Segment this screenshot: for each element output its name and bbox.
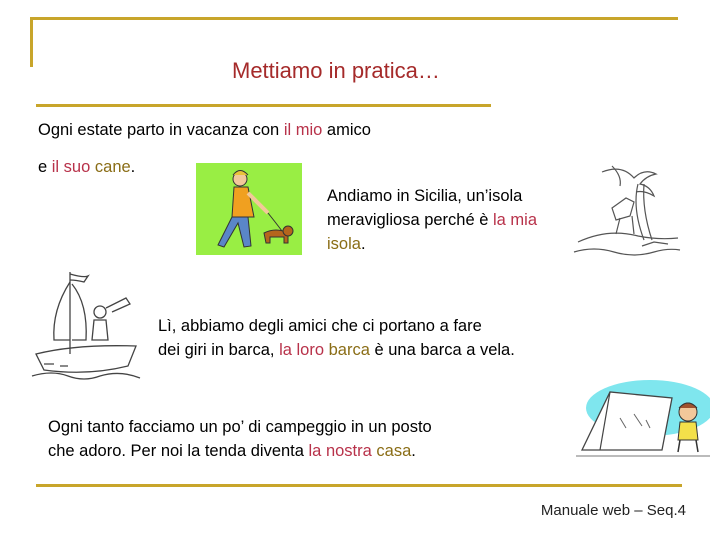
para4-line1 [48,415,432,439]
text-run: . [130,158,136,176]
palm-island-icon [572,162,682,262]
possessive-il-mio: il mio [283,121,323,139]
text-run: e [38,158,52,176]
possessive-la-nostra: la nostra [308,442,372,460]
tent-camping-illustration [576,378,710,458]
text-run: è una barca a vela. [369,341,515,359]
possessive-il-suo: il suo [51,158,91,176]
noun-casa: casa [376,442,412,460]
noun-barca: barca [328,341,370,359]
para2-line3 [327,232,366,256]
text-run: Lì, abbiamo degli amici che ci portano a fare [158,317,482,335]
noun-cane: cane [94,158,131,176]
para1-line2 [38,155,135,179]
para3-line1 [158,314,482,338]
slide-title: Mettiamo in pratica… [232,58,440,83]
sailboat-icon [30,268,142,386]
sailboat-illustration [30,268,142,386]
text-run: meravigliosa perché è [327,211,493,229]
para2-line2 [327,208,537,232]
para1-line1 [38,118,371,142]
slide-footer: Manuale web – Seq.4 [540,502,686,519]
text-run: . [411,442,416,460]
tent-icon [576,378,710,458]
footer-rule [36,484,682,487]
boy-walking-dog-icon [196,163,302,255]
noun-isola: isola [327,235,361,253]
top-frame-rule [30,17,678,20]
text-run: che adoro. Per noi la tenda diventa [48,442,309,460]
text-run: dei giri in barca, [158,341,280,359]
para2-line1 [327,184,522,208]
text-run: Ogni tanto facciamo un po’ di campeggio in un posto [48,418,432,436]
para4-line2 [48,439,416,463]
possessive-la-loro: la loro [279,341,325,359]
text-run: amico [322,121,371,139]
text-run: . [360,235,366,253]
left-frame-rule [30,17,33,67]
text-run: Andiamo in Sicilia, un’isola [327,187,523,205]
para3-line2 [158,338,515,362]
title-underline-rule [36,104,491,107]
boy-walking-dog-illustration [196,163,302,255]
island-palm-illustration [572,162,682,262]
possessive-la-mia: la mia [493,211,538,229]
text-run: Ogni estate parto in vacanza con [38,121,284,139]
